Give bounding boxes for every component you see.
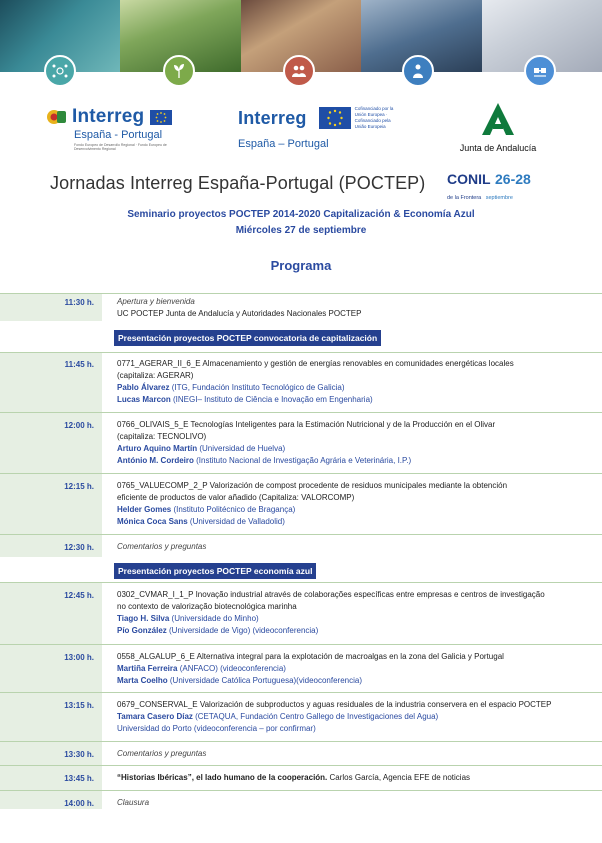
speaker-name: Pablo Álvarez: [117, 383, 170, 392]
time-label: 11:45 h.: [64, 360, 94, 369]
project-description-cont: eficiente de productos de valor añadido (Capitaliza: VALORCOMP): [117, 493, 355, 502]
logos-row: [0, 100, 602, 160]
section-heading-blue-economy: Presentación proyectos POCTEP economía azul: [114, 563, 316, 579]
schedule-item-valuecomp: [117, 480, 577, 528]
row-divider: [0, 293, 602, 294]
interreg-wordmark: Interreg: [238, 107, 307, 128]
time-label: 11:30 h.: [64, 298, 94, 307]
row-divider: [0, 692, 602, 693]
time-column-bg: [0, 352, 102, 557]
speaker-org: (INEGI– Instituto de Ciência e Inovação em Engenharia): [170, 395, 373, 404]
speaker-org: (Universidade de Vigo) (videoconferencia): [166, 626, 319, 635]
project-description: Valorización de subproductos y aguas residuales de la industria conservera en el espacio POCTEP: [197, 700, 552, 709]
project-description: Inovação industrial através de colaborações específicas entre empresas e centros de investigação: [193, 590, 545, 599]
schedule-item-questions-2: [117, 748, 577, 760]
schedule-item-questions: [117, 541, 577, 553]
conil-dates: 26-28: [495, 171, 531, 187]
item-title: Comentarios y preguntas: [117, 542, 207, 551]
project-code: 0765_VALUECOMP_2_P: [117, 481, 208, 490]
project-code: 0679_CONSERVAL_E: [117, 700, 198, 709]
junta-andalucia-logo: [458, 102, 538, 153]
junta-emblem-icon: [481, 102, 515, 136]
project-description-cont: no contexto de valorização biotecnológica marinha: [117, 602, 297, 611]
schedule-item-cvmar: [117, 589, 577, 637]
item-title: Apertura y bienvenida: [117, 297, 195, 306]
schedule-item-conserval: [117, 699, 577, 735]
speaker-org: (CETAQUA, Fundación Centro Gallego de Investigaciones del Agua): [192, 712, 439, 721]
speaker-name: António M. Cordeiro: [117, 456, 194, 465]
conil-word: CONIL: [447, 171, 491, 187]
project-description-cont: (capitaliza: AGERAR): [117, 371, 194, 380]
eu-cofinancing-text: Cofinanciado por la Unión Europea · Cofinanciado pela União Europeia: [354, 106, 394, 129]
speaker-org: (Instituto Politécnico de Bragança): [171, 505, 296, 514]
time-label: 13:45 h.: [64, 774, 94, 783]
person-icon: [402, 55, 434, 87]
interreg-subtitle: España - Portugal: [74, 129, 163, 141]
project-description: Tecnologías Inteligentes para la Estimación Nutricional y de la Producción en el Olivar: [188, 420, 496, 429]
speaker-name: Lucas Marcon: [117, 395, 171, 404]
schedule-item-algalup: [117, 651, 577, 687]
speaker-org: (Universidade Católica Portuguesa)(videoconferencia): [167, 676, 362, 685]
project-description: Alternativa integral para la explotación de macroalgas en la zona del Galicia y Portugal: [194, 652, 504, 661]
row-divider: [0, 412, 602, 413]
project-description: Valorización de compost procedente de residuos municipales mediante la obtención: [207, 481, 508, 490]
time-label: 13:30 h.: [64, 750, 94, 759]
schedule-item-historias: [117, 772, 577, 784]
schedule-item-olivais: [117, 419, 577, 467]
row-divider: [0, 741, 602, 742]
time-label: 12:00 h.: [64, 421, 94, 430]
eu-flag-icon: [319, 107, 351, 129]
network-icon: [44, 55, 76, 87]
time-label: 12:30 h.: [64, 543, 94, 552]
speaker-name: Mónica Coca Sans: [117, 517, 188, 526]
talk-title: “Historias Ibéricas”, el lado humano de la cooperación.: [117, 773, 328, 782]
people-icon: [283, 55, 315, 87]
row-divider: [0, 765, 602, 766]
project-description: Almacenamiento y gestión de energías renovables en comunidades energéticas locales: [200, 359, 514, 368]
speaker-name: Marta Coelho: [117, 676, 168, 685]
project-description-cont: (capitaliza: TECNOLIVO): [117, 432, 207, 441]
junta-name: Junta de Andalucía: [459, 143, 537, 153]
seminar-title: Seminario proyectos POCTEP 2014-2020 Capitalización & Economía Azul: [127, 209, 475, 220]
interreg-logo-left: [46, 106, 184, 151]
talk-speaker: Carlos García, Agencia EFE de noticias: [327, 773, 471, 782]
row-divider: [0, 582, 602, 583]
interreg-logo-center: [238, 106, 399, 150]
speaker-org: (Universidad de Huelva): [197, 444, 286, 453]
schedule-item-closing: [117, 797, 577, 809]
plant-icon: [163, 55, 195, 87]
speaker-org: (Universidade do Minho): [169, 614, 259, 623]
speaker-name: Pío González: [117, 626, 167, 635]
interreg-emblem-icon: [46, 109, 68, 125]
cooperation-icon: [524, 55, 556, 87]
row-divider: [0, 790, 602, 791]
seminar-date: Miércoles 27 de septiembre: [235, 225, 367, 236]
speaker-org: (Universidad de Valladolid): [187, 517, 285, 526]
project-code: 0302_CVMAR_I_1_P: [117, 590, 194, 599]
page-title: Jornadas Interreg España-Portugal (POCTEP): [50, 173, 426, 193]
row-divider: [0, 644, 602, 645]
interreg-subtitle: España – Portugal: [238, 138, 329, 150]
conil-subtitle: de la Frontera: [447, 195, 482, 201]
speaker-name: Martiña Ferreira: [117, 664, 178, 673]
speaker-org: (ITG, Fundación Instituto Tecnológico de Galicia): [169, 383, 345, 392]
speaker-name: Tiago H. Silva: [117, 614, 170, 623]
project-code: 0771_AGERAR_II_6_E: [117, 359, 201, 368]
time-label: 12:45 h.: [64, 591, 94, 600]
row-divider: [0, 534, 602, 535]
speaker-name: Arturo Aquino Martín: [117, 444, 198, 453]
eu-flag-icon: [150, 110, 172, 125]
time-label: 12:15 h.: [64, 482, 94, 491]
row-divider: [0, 352, 602, 353]
speaker-org: (Instituto Nacional de Investigação Agrária e Veterinária, I.P.): [193, 456, 412, 465]
interreg-fine-print: Fondo Europeo de Desarrollo Regional · Fundo Europeu de Desenvolvimento Regional: [74, 143, 167, 151]
programa-heading: Programa: [270, 258, 332, 273]
speaker-name: Tamara Casero Díaz: [117, 712, 193, 721]
row-divider: [0, 473, 602, 474]
item-title: Comentarios y preguntas: [117, 749, 207, 758]
speaker-org: (ANFACO) (videoconferencia): [177, 664, 286, 673]
conil-month: septiembre: [485, 195, 513, 201]
project-code: 0766_OLIVAIS_5_E: [117, 420, 189, 429]
speaker-name: Helder Gomes: [117, 505, 172, 514]
conil-logo: [447, 171, 531, 204]
time-label: 14:00 h.: [64, 799, 94, 808]
time-label: 13:15 h.: [64, 701, 94, 710]
item-detail: UC POCTEP Junta de Andalucía y Autoridades Nacionales POCTEP: [117, 309, 362, 318]
time-label: 13:00 h.: [64, 653, 94, 662]
interreg-wordmark: Interreg: [72, 106, 145, 127]
section-heading-capitalization: Presentación proyectos POCTEP convocatoria de capitalización: [114, 330, 381, 346]
project-code: 0558_ALGALUP_6_E: [117, 652, 195, 661]
item-title: Clausura: [117, 798, 150, 807]
schedule-item-agerar: [117, 358, 577, 406]
speaker-org: Universidad do Porto (videoconferencia – por confirmar): [117, 724, 316, 733]
schedule-item-opening: [117, 296, 577, 320]
